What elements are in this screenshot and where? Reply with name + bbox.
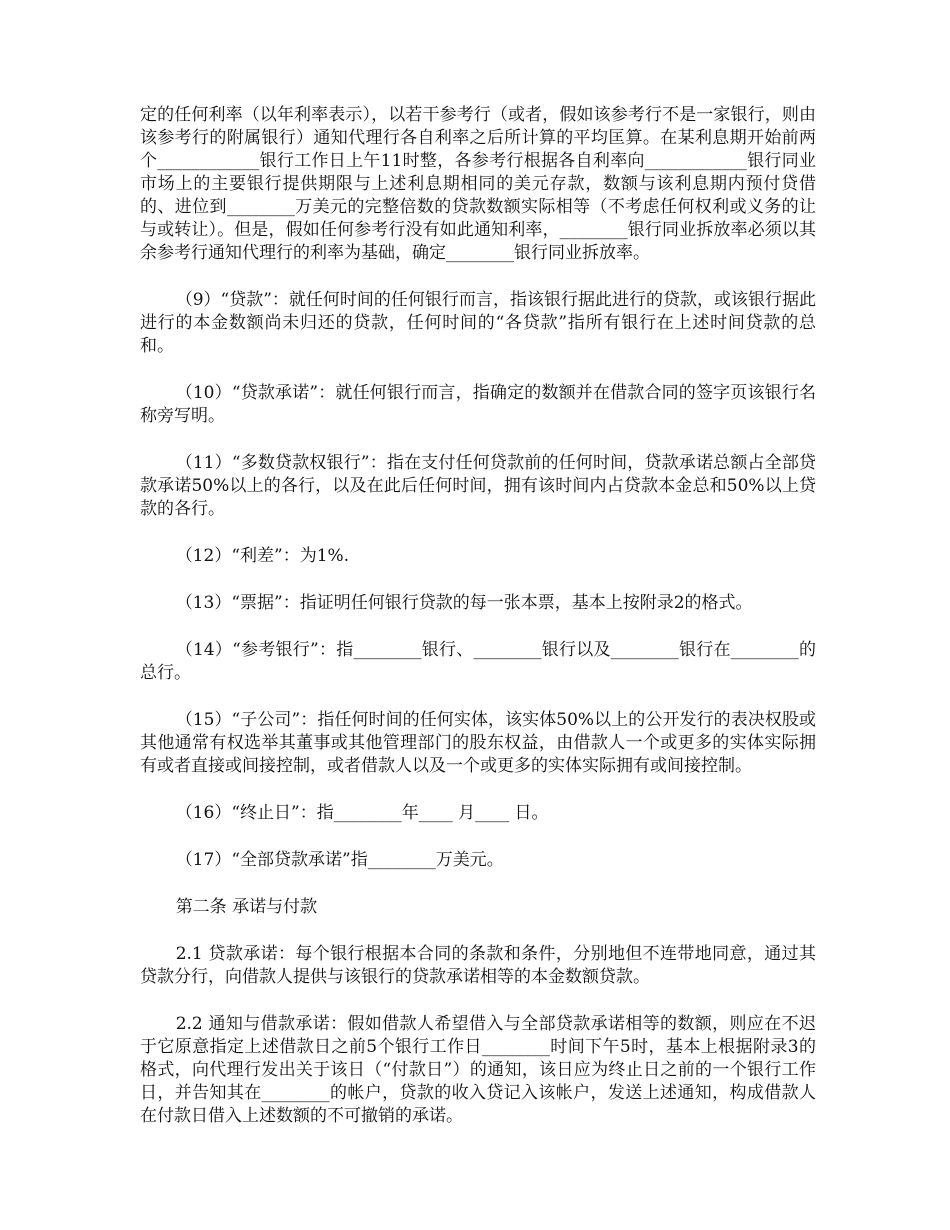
paragraph-definition-17-total-commitment: （17）“全部贷款承诺”指________万美元。 — [175, 850, 504, 870]
paragraph-definition-11-majority-banks: （11）“多数贷款权银行”：指在支付任何贷款前的任何时间，贷款承诺总额占全部贷款承诺50%以上的各行，以及在此后任何时间，拥有该时间内占贷款本金总和50%以上贷款的各行。 — [140, 453, 816, 519]
paragraph-definition-12-margin: （12）“利差”：为1%. — [175, 546, 350, 566]
paragraph-2-1-loan-commitment: 2.1 贷款承诺：每个银行根据本合同的条款和条件，分别地但不连带地同意，通过其贷款分行，向借款人提供与该银行的贷款承诺相等的本金数额贷款。 — [140, 944, 816, 987]
document-body — [140, 104, 816, 1152]
paragraph-definition-16-termination-date: （16）“终止日”：指________年____ 月____ 日。 — [175, 803, 549, 823]
paragraph-definition-10-loan-commitment: （10）“贷款承诺”：就任何银行而言，指确定的数额并在借款合同的签字页该银行名称旁写明。 — [140, 383, 816, 426]
paragraph-definition-15-subsidiary: （15）“子公司”：指任何时间的任何实体，该实体50%以上的公开发行的表决权股或其他通常有权选举其董事或其他管理部门的股东权益，由借款人一个或更多的实体实际拥有或者直接或间接控制，或者借款人以及一个或更多的实体实际拥有或间接控制。 — [140, 710, 816, 776]
paragraph-2-2-notice-and-borrowing: 2.2 通知与借款承诺：假如借款人希望借入与全部贷款承诺相等的数额，则应在不迟于它原意指定上述借款日之前5个银行工作日________时间下午5时，基本上根据附录3的格式，向代理行发出关于该日（“付款日”）的通知，该日应为终止日之前的一个银行工作日，并告知其在________的帐户，贷款的收入贷记入该帐户，发送上述通知，构成借款人在付款日借入上述数额的不可撤销的承诺。 — [140, 1014, 816, 1126]
paragraph-definition-14-reference-banks: （14）“参考银行”：指________银行、________银行以及________银行在________的总行。 — [140, 640, 816, 683]
section-heading-article-2: 第二条 承诺与付款 — [175, 897, 318, 917]
paragraph-definition-13-note: （13）“票据”：指证明任何银行贷款的每一张本票，基本上按附录2的格式。 — [175, 593, 753, 613]
paragraph-libor-definition-continued: 定的任何利率（以年利率表示），以若干参考行（或者，假如该参考行不是一家银行，则由该参考行的附属银行）通知代理行各自利率之后所计算的平均匡算。在某利息期开始前两个____________银行工作日上午11时整，各参考行根据各自利率向____________银行同业市场上的主要银行提供期限与上述利息期相同的美元存款，数额与该利息期内预付贷借的、进位到________万美元的完整倍数的贷款数额实际相等（不考虑任何权利或义务的让与或转让）。但是，假如任何参考行没有如此通知利率，________银行同业拆放率必须以其余参考行通知代理行的利率为基础，确定________银行同业拆放率。 — [140, 105, 816, 263]
paragraph-definition-9-loan: （9）“贷款”：就任何时间的任何银行而言，指该银行据此进行的贷款，或该银行据此进行的本金数额尚未归还的贷款，任何时间的“各贷款”指所有银行在上述时间贷款的总和。 — [140, 290, 816, 356]
